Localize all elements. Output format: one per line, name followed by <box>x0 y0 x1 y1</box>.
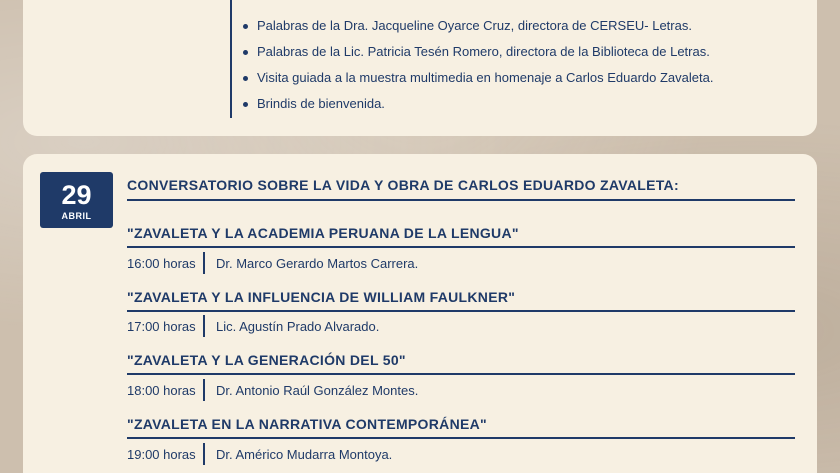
talk-title: "ZAVALETA Y LA INFLUENCIA DE WILLIAM FAULKNER" <box>127 289 516 305</box>
opening-divider-line <box>230 0 232 118</box>
talk-rule <box>127 310 795 312</box>
talk-rule <box>127 437 795 439</box>
program-item: Brindis de bienvenida. <box>257 91 713 117</box>
talk-time: 19:00 horas <box>127 447 196 462</box>
talk-time: 17:00 horas <box>127 319 196 334</box>
program-item <box>257 0 713 13</box>
program-item: Visita guiada a la muestra multimedia en homenaje a Carlos Eduardo Zavaleta. <box>257 65 713 91</box>
date-month: ABRIL <box>61 211 92 221</box>
opening-program-list <box>257 0 713 117</box>
heading-rule <box>127 199 795 201</box>
talk-title: "ZAVALETA EN LA NARRATIVA CONTEMPORÁNEA" <box>127 416 487 432</box>
talk-separator <box>203 315 205 337</box>
talk-speaker: Lic. Agustín Prado Alvarado. <box>216 319 380 334</box>
talk-title: "ZAVALETA Y LA ACADEMIA PERUANA DE LA LENGUA" <box>127 225 519 241</box>
date-badge <box>40 172 113 228</box>
talk-rule <box>127 373 795 375</box>
talk-speaker: Dr. Marco Gerardo Martos Carrera. <box>216 256 419 271</box>
talk-separator <box>203 379 205 401</box>
talk-time: 16:00 horas <box>127 256 196 271</box>
talk-rule <box>127 246 795 248</box>
program-item: Palabras de la Dra. Jacqueline Oyarce Cruz, directora de CERSEU- Letras. <box>257 13 713 39</box>
talk-title: "ZAVALETA Y LA GENERACIÓN DEL 50" <box>127 352 406 368</box>
talk-time: 18:00 horas <box>127 383 196 398</box>
date-day: 29 <box>61 180 92 210</box>
talk-separator <box>203 252 205 274</box>
conversatorio-heading: CONVERSATORIO SOBRE LA VIDA Y OBRA DE CARLOS EDUARDO ZAVALETA: <box>127 177 679 193</box>
opening-program-card <box>23 0 817 136</box>
talk-separator <box>203 443 205 465</box>
conversatorio-card <box>23 154 817 473</box>
talk-speaker: Dr. Américo Mudarra Montoya. <box>216 447 393 462</box>
talk-speaker: Dr. Antonio Raúl González Montes. <box>216 383 419 398</box>
program-item: Palabras de la Lic. Patricia Tesén Romero, directora de la Biblioteca de Letras. <box>257 39 713 65</box>
